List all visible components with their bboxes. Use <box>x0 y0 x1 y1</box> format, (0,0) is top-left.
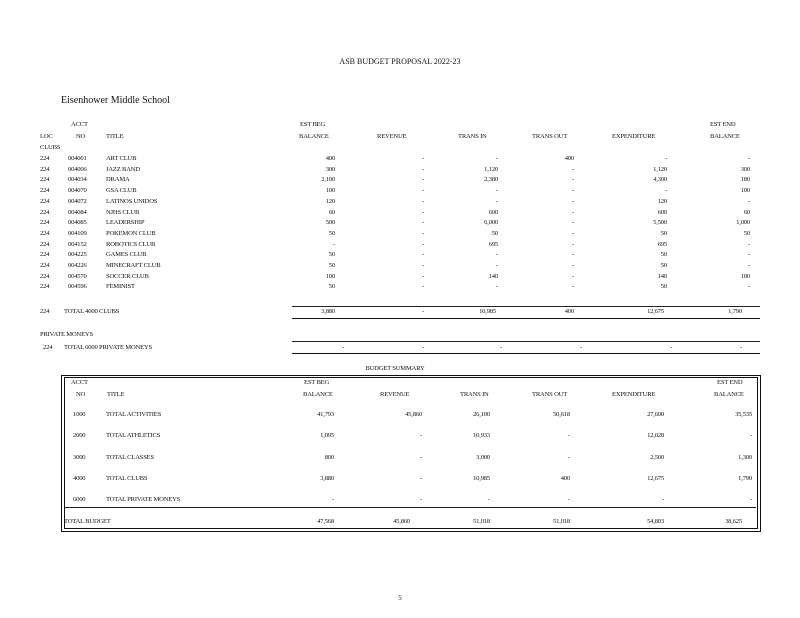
private-title: TOTAL 6000 PRIVATE MONEYS <box>64 344 152 351</box>
summary-col-revenue: REVENUE <box>380 391 410 398</box>
col-header-balance: BALANCE <box>299 133 329 140</box>
summary-cell-tin: 3,000 <box>476 453 490 461</box>
cell-tout: - <box>572 197 574 205</box>
cell-exp: 50 <box>660 262 667 269</box>
summary-cell-no: 2000 <box>73 432 86 440</box>
cell-title: SOCCER CLUB <box>106 272 149 280</box>
summary-cell-beg: 41,793 <box>317 411 334 418</box>
cell-exp: - <box>665 187 667 195</box>
col-header-end-balance: BALANCE <box>710 133 740 140</box>
cell-title: MINECRAFT CLUB <box>106 262 161 269</box>
cell-exp: 600 <box>657 208 667 216</box>
summary-cell-no: 3000 <box>73 453 86 461</box>
summary-total-exp: 54,803 <box>647 518 664 525</box>
summary-cell-end: 35,535 <box>735 411 752 418</box>
summary-cell-end: - <box>750 496 752 504</box>
summary-col-transout: TRANS OUT <box>532 391 568 398</box>
cell-tout: 400 <box>564 155 574 162</box>
cell-rev: - <box>422 176 424 184</box>
cell-beg: 50 <box>328 262 335 269</box>
cell-tout: - <box>572 283 574 291</box>
private-loc: 224 <box>43 344 53 351</box>
cell-rev: - <box>422 283 424 291</box>
summary-cell-beg: 1,095 <box>320 432 334 440</box>
cell-no: 004570 <box>68 272 87 280</box>
summary-cell-end: 1,790 <box>738 474 752 482</box>
cell-loc: 224 <box>40 187 50 195</box>
cell-tout: - <box>572 262 574 269</box>
total-rule-top <box>292 306 760 307</box>
summary-cell-title: TOTAL ATHLETICS <box>106 432 161 440</box>
cell-tin: - <box>496 155 498 162</box>
col-header-no: NO <box>76 133 86 140</box>
cell-title: FEMINIST <box>106 283 135 291</box>
summary-cell-rev: - <box>420 496 422 504</box>
cell-tin: 140 <box>488 272 498 280</box>
cell-end: - <box>748 262 750 269</box>
cell-no: 004006 <box>68 165 87 173</box>
col-header-estend: EST END <box>710 121 736 128</box>
summary-title: BUDGET SUMMARY <box>365 365 425 372</box>
col-header-revenue: REVENUE <box>377 133 407 140</box>
cell-loc: 224 <box>40 165 50 173</box>
summary-cell-beg: 800 <box>324 453 334 461</box>
summary-cell-tout: 50,618 <box>553 411 570 418</box>
col-header-expenditure: EXPENDITURE <box>612 133 656 140</box>
summary-col-no: NO <box>76 391 86 398</box>
cell-title: NJHS CLUB <box>106 208 140 216</box>
total-rev: - <box>422 308 424 315</box>
cell-beg: 400 <box>325 155 335 162</box>
cell-end: - <box>748 251 750 259</box>
summary-cell-exp: 27,600 <box>647 411 664 418</box>
summary-total-end: 38,625 <box>725 518 742 525</box>
summary-cell-rev: - <box>420 453 422 461</box>
cell-exp: 140 <box>657 272 667 280</box>
cell-no: 004085 <box>68 219 87 227</box>
cell-exp: 695 <box>657 240 667 248</box>
cell-loc: 224 <box>40 229 50 237</box>
cell-end: 50 <box>743 229 750 237</box>
private-end: - <box>740 344 742 351</box>
total-tin: 10,985 <box>479 308 496 315</box>
summary-cell-tin: - <box>488 496 490 504</box>
cell-end: 100 <box>740 187 750 195</box>
cell-tout: - <box>572 272 574 280</box>
private-rule-bottom <box>292 353 760 354</box>
cell-tout: - <box>572 229 574 237</box>
summary-cell-tout: 400 <box>560 474 570 482</box>
cell-beg: 50 <box>328 283 335 291</box>
cell-no: 004226 <box>68 262 87 269</box>
cell-beg: - <box>333 240 335 248</box>
cell-loc: 224 <box>40 251 50 259</box>
cell-loc: 224 <box>40 283 50 291</box>
cell-tout: - <box>572 240 574 248</box>
cell-exp: 5,500 <box>653 219 667 227</box>
cell-rev: - <box>422 155 424 162</box>
cell-no: 004225 <box>68 251 87 259</box>
cell-loc: 224 <box>40 208 50 216</box>
summary-cell-no: 4000 <box>73 474 86 482</box>
private-beg: - <box>342 344 344 351</box>
cell-exp: 50 <box>660 283 667 291</box>
total-end: 1,790 <box>728 308 742 315</box>
cell-tin: 695 <box>488 240 498 248</box>
summary-cell-end: - <box>750 432 752 440</box>
private-section-label: PRIVATE MONEYS <box>40 331 93 338</box>
doc-title: ASB BUDGET PROPOSAL 2022-23 <box>339 57 461 66</box>
cell-tin: 1,120 <box>484 165 498 173</box>
summary-total-rev: 45,860 <box>393 518 410 525</box>
cell-title: LATINOS UNIDOS <box>106 197 158 205</box>
cell-tout: - <box>572 176 574 184</box>
summary-col-end-balance: BALANCE <box>714 391 744 398</box>
cell-no: 004070 <box>68 187 87 195</box>
cell-end: 300 <box>740 165 750 173</box>
cell-tin: - <box>496 187 498 195</box>
cell-rev: - <box>422 219 424 227</box>
cell-loc: 224 <box>40 262 50 269</box>
cell-no: 004001 <box>68 155 87 162</box>
private-rev: - <box>422 344 424 351</box>
cell-loc: 224 <box>40 240 50 248</box>
cell-beg: 300 <box>325 165 335 173</box>
total-exp: 12,675 <box>647 308 664 315</box>
summary-total-tin: 51,018 <box>473 518 490 525</box>
cell-beg: 50 <box>328 229 335 237</box>
col-header-transin: TRANS IN <box>458 133 487 140</box>
summary-col-estbeg: EST BEG <box>304 379 330 386</box>
cell-end: 180 <box>740 176 750 184</box>
cell-no: 004072 <box>68 197 87 205</box>
summary-total-rule <box>64 507 756 508</box>
cell-loc: 224 <box>40 219 50 227</box>
summary-cell-exp: - <box>662 496 664 504</box>
cell-end: - <box>748 155 750 162</box>
summary-cell-no: 6000 <box>73 496 86 504</box>
col-header-loc: LOC <box>40 133 53 140</box>
cell-tin: 50 <box>491 229 498 237</box>
cell-rev: - <box>422 262 424 269</box>
cell-loc: 224 <box>40 155 50 162</box>
cell-title: ROBOTICS CLUB <box>106 240 156 248</box>
cell-loc: 224 <box>40 176 50 184</box>
cell-end: - <box>748 197 750 205</box>
summary-cell-beg: - <box>332 496 334 504</box>
cell-beg: 100 <box>325 272 335 280</box>
cell-no: 004084 <box>68 208 87 216</box>
private-rule-top <box>292 341 760 342</box>
summary-cell-tout: - <box>568 453 570 461</box>
school-name: Eisenhower Middle School <box>61 95 170 106</box>
summary-total-tout: 51,018 <box>553 518 570 525</box>
cell-loc: 224 <box>40 197 50 205</box>
cell-tin: - <box>496 197 498 205</box>
cell-loc: 224 <box>40 272 50 280</box>
cell-beg: 60 <box>328 208 335 216</box>
cell-beg: 100 <box>325 187 335 195</box>
cell-rev: - <box>422 251 424 259</box>
cell-rev: - <box>422 187 424 195</box>
summary-cell-rev: - <box>420 432 422 440</box>
cell-rev: - <box>422 165 424 173</box>
cell-exp: 4,300 <box>653 176 667 184</box>
cell-end: 1,000 <box>736 219 750 227</box>
summary-cell-tout: - <box>568 432 570 440</box>
total-loc: 224 <box>40 308 50 315</box>
col-header-estbeg: EST BEG <box>300 121 326 128</box>
cell-tin: - <box>496 262 498 269</box>
private-exp: - <box>670 344 672 351</box>
col-header-acct: ACCT <box>71 121 88 128</box>
summary-col-expenditure: EXPENDITURE <box>612 391 656 398</box>
cell-no: 004596 <box>68 283 87 291</box>
total-beg: 3,880 <box>321 308 335 315</box>
cell-tout: - <box>572 165 574 173</box>
cell-no: 004109 <box>68 229 87 237</box>
cell-tin: - <box>496 283 498 291</box>
summary-cell-exp: 12,028 <box>647 432 664 440</box>
summary-total-beg: 47,568 <box>317 518 334 525</box>
summary-col-estend: EST END <box>717 379 743 386</box>
cell-tout: - <box>572 187 574 195</box>
summary-cell-tin: 10,985 <box>473 474 490 482</box>
summary-cell-rev: 45,860 <box>405 411 422 418</box>
cell-tout: - <box>572 219 574 227</box>
clubs-section-label: CLUBS <box>40 144 61 151</box>
cell-title: LEADERSHIP <box>106 219 145 227</box>
summary-cell-title: TOTAL CLASSES <box>106 453 154 461</box>
cell-rev: - <box>422 208 424 216</box>
cell-title: JAZZ BAND <box>106 165 140 173</box>
cell-no: 004152 <box>68 240 87 248</box>
cell-rev: - <box>422 240 424 248</box>
total-tout: 400 <box>564 308 574 315</box>
cell-title: POKEMON CLUB <box>106 229 156 237</box>
cell-tin: 600 <box>488 208 498 216</box>
cell-exp: 1,120 <box>653 165 667 173</box>
summary-col-transin: TRANS IN <box>460 391 489 398</box>
cell-tout: - <box>572 208 574 216</box>
summary-cell-rev: - <box>420 474 422 482</box>
cell-end: 100 <box>740 272 750 280</box>
cell-exp: 120 <box>657 197 667 205</box>
cell-rev: - <box>422 197 424 205</box>
cell-end: 60 <box>743 208 750 216</box>
col-header-title: TITLE <box>106 133 124 140</box>
cell-beg: 120 <box>325 197 335 205</box>
page-number: 5 <box>398 594 402 602</box>
cell-title: GSA CLUB <box>106 187 137 195</box>
summary-cell-title: TOTAL PRIVATE MONEYS <box>106 496 181 504</box>
cell-title: GAMES CLUB <box>106 251 147 259</box>
private-tin: - <box>500 344 502 351</box>
cell-title: DRAMA <box>106 176 130 184</box>
col-header-transout: TRANS OUT <box>532 133 568 140</box>
cell-tin: 2,380 <box>484 176 498 184</box>
cell-title: ART CLUB <box>106 155 137 162</box>
cell-end: - <box>748 283 750 291</box>
summary-cell-no: 1000 <box>73 411 86 418</box>
summary-cell-exp: 2,500 <box>650 453 664 461</box>
summary-cell-beg: 3,880 <box>320 474 334 482</box>
summary-col-acct: ACCT <box>71 379 88 386</box>
cell-no: 004034 <box>68 176 87 184</box>
summary-cell-title: TOTAL ACTIVITIES <box>106 411 162 418</box>
cell-beg: 500 <box>325 219 335 227</box>
cell-exp: 50 <box>660 251 667 259</box>
cell-tin: 6,000 <box>484 219 498 227</box>
total-title: TOTAL 4000 CLUBS <box>64 308 120 315</box>
cell-rev: - <box>422 229 424 237</box>
summary-cell-title: TOTAL CLUBS <box>106 474 148 482</box>
cell-end: - <box>748 240 750 248</box>
cell-exp: - <box>665 155 667 162</box>
private-tout: - <box>580 344 582 351</box>
cell-beg: 50 <box>328 251 335 259</box>
summary-cell-tout: - <box>568 496 570 504</box>
total-rule-bottom <box>292 318 760 319</box>
cell-tin: - <box>496 251 498 259</box>
summary-col-balance: BALANCE <box>303 391 333 398</box>
summary-cell-exp: 12,675 <box>647 474 664 482</box>
cell-beg: 2,100 <box>321 176 335 184</box>
cell-tout: - <box>572 251 574 259</box>
summary-total-title: TOTAL BUDGET <box>64 518 111 525</box>
summary-col-title: TITLE <box>107 391 125 398</box>
cell-exp: 50 <box>660 229 667 237</box>
summary-cell-tin: 10,933 <box>473 432 490 440</box>
cell-rev: - <box>422 272 424 280</box>
summary-cell-end: 1,300 <box>738 453 752 461</box>
summary-cell-tin: 26,100 <box>473 411 490 418</box>
